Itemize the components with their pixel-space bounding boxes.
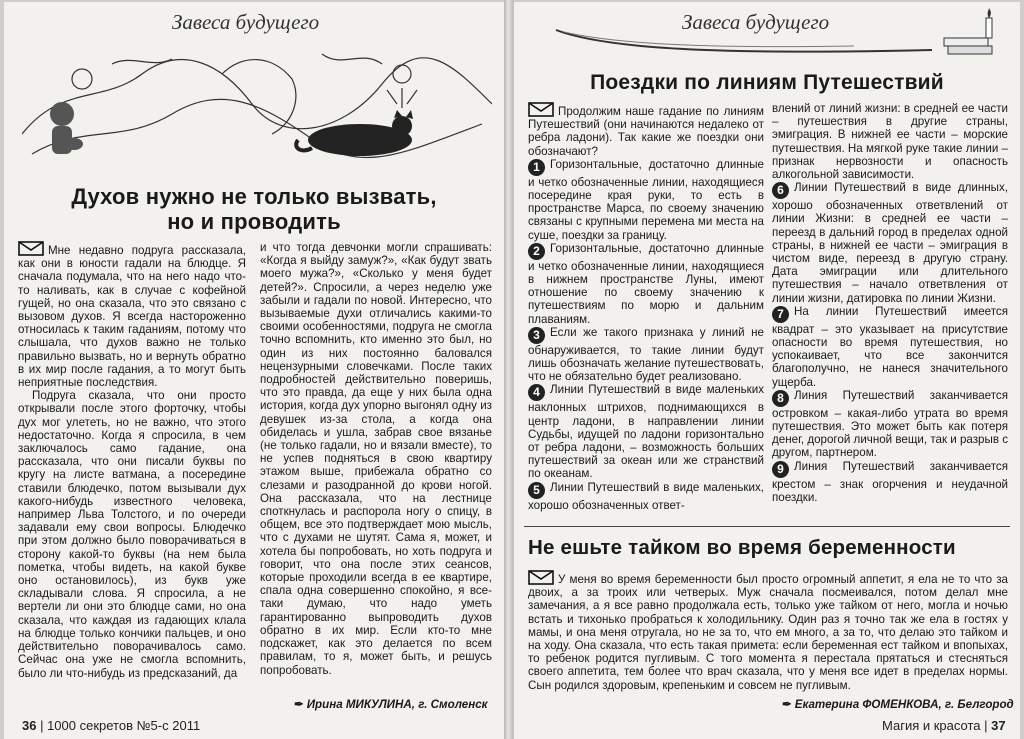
article-column-2	[772, 102, 1008, 504]
number-badge: 1	[528, 159, 545, 176]
title-line-1: Духов нужно не только вызвать,	[71, 184, 437, 209]
article-title: Поездки по линиям Путешествий	[590, 71, 944, 94]
section-heading: Завеса будущего	[682, 10, 830, 34]
paragraph: У меня во время беременности был просто огромный аппетит, я ела не то что за двоих, а за троих или четверых. Муж сначала посмеивался, потом делал мне замечания, а я все равно продолжала есть, только уже тайком от него, могла и ночью встать и тихонько пробраться к холодильнику. Один раз я точно так же ела в гостях у мамы, и она меня отругала, но не за то, что ем много, а за то, что делаю это тайком и на ходу. Она сказала, что есть такая примета: если беременная ест тайком и впопыхах, то ребенок родится пугливым. С того момента я перестала прятаться и стесняться своего аппетита, тем более что врач сказала, что у меня все идет в пределах нормы. Сын родился здоровым, крепеньким и совсем не пугливым.	[528, 570, 1008, 692]
number-badge: 4	[528, 384, 545, 401]
article-title-2: Не ешьте тайком во время беременности	[528, 536, 956, 559]
author-signature: ✒ Ирина МИКУЛИНА, г. Смоленск	[294, 698, 488, 711]
envelope-icon	[528, 570, 554, 585]
page-number: 37	[991, 718, 1006, 733]
section-heading: Завеса будущего	[172, 10, 320, 34]
page-number: 36	[22, 718, 37, 733]
books-candle-icon	[942, 8, 1002, 58]
numbered-item: 7 На линии Путешествий имеется квадрат – это указывает на присутствие опасности во время путешествия, но успокаивает, что все закончится благополучно, не нанеся значительного ущерба.	[772, 304, 1008, 389]
article-title	[4, 184, 504, 234]
spine-gutter	[504, 0, 514, 739]
decorative-illustration	[22, 44, 492, 176]
number-badge: 9	[772, 461, 789, 478]
envelope-icon	[528, 102, 554, 117]
numbered-item: 9 Линия Путешествий заканчивается крестом – знак огорчения и неудачной поездки.	[772, 459, 1008, 504]
numbered-item: 3 Если же такого признака у линий не обнаруживается, то такие линии будут лишь обозначать желание путешествовать, что не обязательно будет реализовано.	[528, 325, 764, 384]
numbered-item: 6 Линии Путешествий в виде длинных, хорошо обозначенных ответвлений от линии Жизни: в средней ее части – переезд в дальний город в пределах одной страны, в нижней ее части – эмиграция в чистом виде, переезд в другую страну. Дата эмиграции или длительного путешествия – начало ответвления от линии жизни, датировка по линии Жизни.	[772, 181, 1008, 305]
article-column-1	[528, 102, 764, 512]
paragraph: влений от линий жизни: в средней ее части – путешествия в другие страны, эмиграция. В нижней ее части – морские путешествия. На мягкой руке такие линии – признак нервозности и опасность алкогольной зависимости.	[772, 102, 1008, 182]
article-body-2	[528, 570, 1008, 692]
numbered-item: 5 Линии Путешествий в виде маленьких, хорошо обозначенных ответ-	[528, 480, 764, 512]
paragraph: Подруга сказала, что они просто открывали после этого форточку, чтобы дух мог улететь, но не важно, что этого недостаточно. Когда я спросила, в чем заключалось само гадание, она рассказала, что они писали буквы по кругу на листе ватмана, а посередине ставили блюдечко, потом вызывали дух какого-нибудь известного человека, например Льва Толстого, и по очереди задавали ему свои вопросы. Блюдечко при этом должно было поворачиваться в сторону какой-то буквы (на нем была пометка, чтобы видеть, на какой букве оно остановилось), из букв уже складывали слова. Я спросила, а не вертели ли они это блюдце сами, но она сказала, что каждая из гадающих клала на блюдце только кончики пальцев, и оно действительно поворачивалось само. Сейчас она уже не смогла вспомнить, было ли что-нибудь из предсказаний, да	[18, 389, 246, 680]
numbered-item: 4 Линии Путешествий в виде маленьких наклонных штрихов, поднимающихся в центр ладони, в направлении линии Судьбы, идущей по ладони горизонтально от ребра ладони, – возможность больших путешествий за океан или же странствий по океанам.	[528, 383, 764, 481]
paragraph: и что тогда девчонки могли спрашивать: «Когда я выйду замуж?», «Как будут звать моего мужа?», «Сколько у меня будет детей?». Спросили, а через неделю уже забыли и гадали по новой. Интересно, что вызываемые духи отличались какими-то своими особенностями, подруга не смогла точно вспомнить, кто именно это был, но один из них постоянно баловался нецензурными словечками. После таких подробностей действительно поверишь, что это правда, да еще у них была одна история, когда дух упорно выгонял одну из девушек из-за стола, а когда она обиделась и ушла, забрав свое вязанье (не только гадали, но и вязали вместе), то не успев подняться в свою квартиру этажом выше, прибежала обратно со слезами и разодранной до крови ногой. Она рассказала, что на лестнице споткнулась и распорола ногу о спицу, в общем, все это подтверждает мою мысль, что с духами не шутят. Сама я, может, и хотела бы попробовать, но хоть подруга и говорит, что она после этих сеансов, которые проходили всегда в ее квартире, спала одна совершенно спокойно, я все-таки думаю, что надо уметь гарантированно выпроводить духов обратно в их мир. Если кто-то мне подскажет, как это делается по всем правилам, то я, может быть, и решусь попробовать.	[260, 241, 492, 677]
number-badge: 6	[772, 182, 789, 199]
intro-paragraph: Продолжим наше гадание по линиям Путешествий (они начинаются недалеко от ребра ладони). Так какие же поездки они обозначают?	[528, 102, 764, 158]
article-column-1	[18, 241, 246, 680]
number-badge: 3	[528, 327, 545, 344]
page-folio: 36 | 1000 секретов №5-с 2011	[22, 718, 201, 733]
numbered-item: 2 Горизонтальные, достаточно длинные и четко обозначенные линии, находящиеся в нижнем пространстве Луны, имеют отношение по своему значению к путешествиям по морю и дальним плаваниям.	[528, 241, 764, 326]
title-line-2: но и проводить	[167, 209, 341, 234]
numbered-item: 8 Линия Путешествий заканчивается островком – какая-либо утрата во время путешествия. Это может быть как потеря денег, дорогой личной вещи, так и разрыв с другом, партнером.	[772, 388, 1008, 460]
envelope-icon	[18, 241, 44, 256]
numbered-item: 1 Горизонтальные, достаточно длинные и четко обозначенные линии, находящиеся посередине края руки, то есть в пространстве Марса, по своему значению связаны с крупными перемена ми места на суше, поездки за границу.	[528, 157, 764, 242]
author-signature: ✒ Екатерина ФОМЕНКОВА, г. Белгород	[782, 698, 1014, 711]
pen-icon: ✒	[782, 698, 792, 711]
paragraph: Мне недавно подруга рассказала, как они в юности гадали на блюдце. Я сначала подумала, что на него надо что-то наливать, как в случае с кофейной гущей, но она сказала, что это связано с вызовом духов. Я всегда настороженно относилась к таким гаданиям, потому что слышала, что духов важно не только правильно вызвать, но и вернуть обратно в их мир после гадания, а то могут быть неприятные последствия.	[18, 241, 246, 389]
pen-icon: ✒	[294, 698, 304, 711]
magazine-section: Магия и красота	[882, 718, 981, 733]
left-page	[4, 2, 504, 739]
article-column-2	[260, 241, 492, 677]
section-divider	[524, 526, 1010, 527]
right-page	[514, 2, 1020, 739]
number-badge: 8	[772, 390, 789, 407]
page-folio: Магия и красота | 37	[882, 718, 1006, 733]
number-badge: 2	[528, 243, 545, 260]
magazine-issue: 1000 секретов №5-с 2011	[47, 718, 201, 733]
number-badge: 7	[772, 306, 789, 323]
number-badge: 5	[528, 482, 545, 499]
